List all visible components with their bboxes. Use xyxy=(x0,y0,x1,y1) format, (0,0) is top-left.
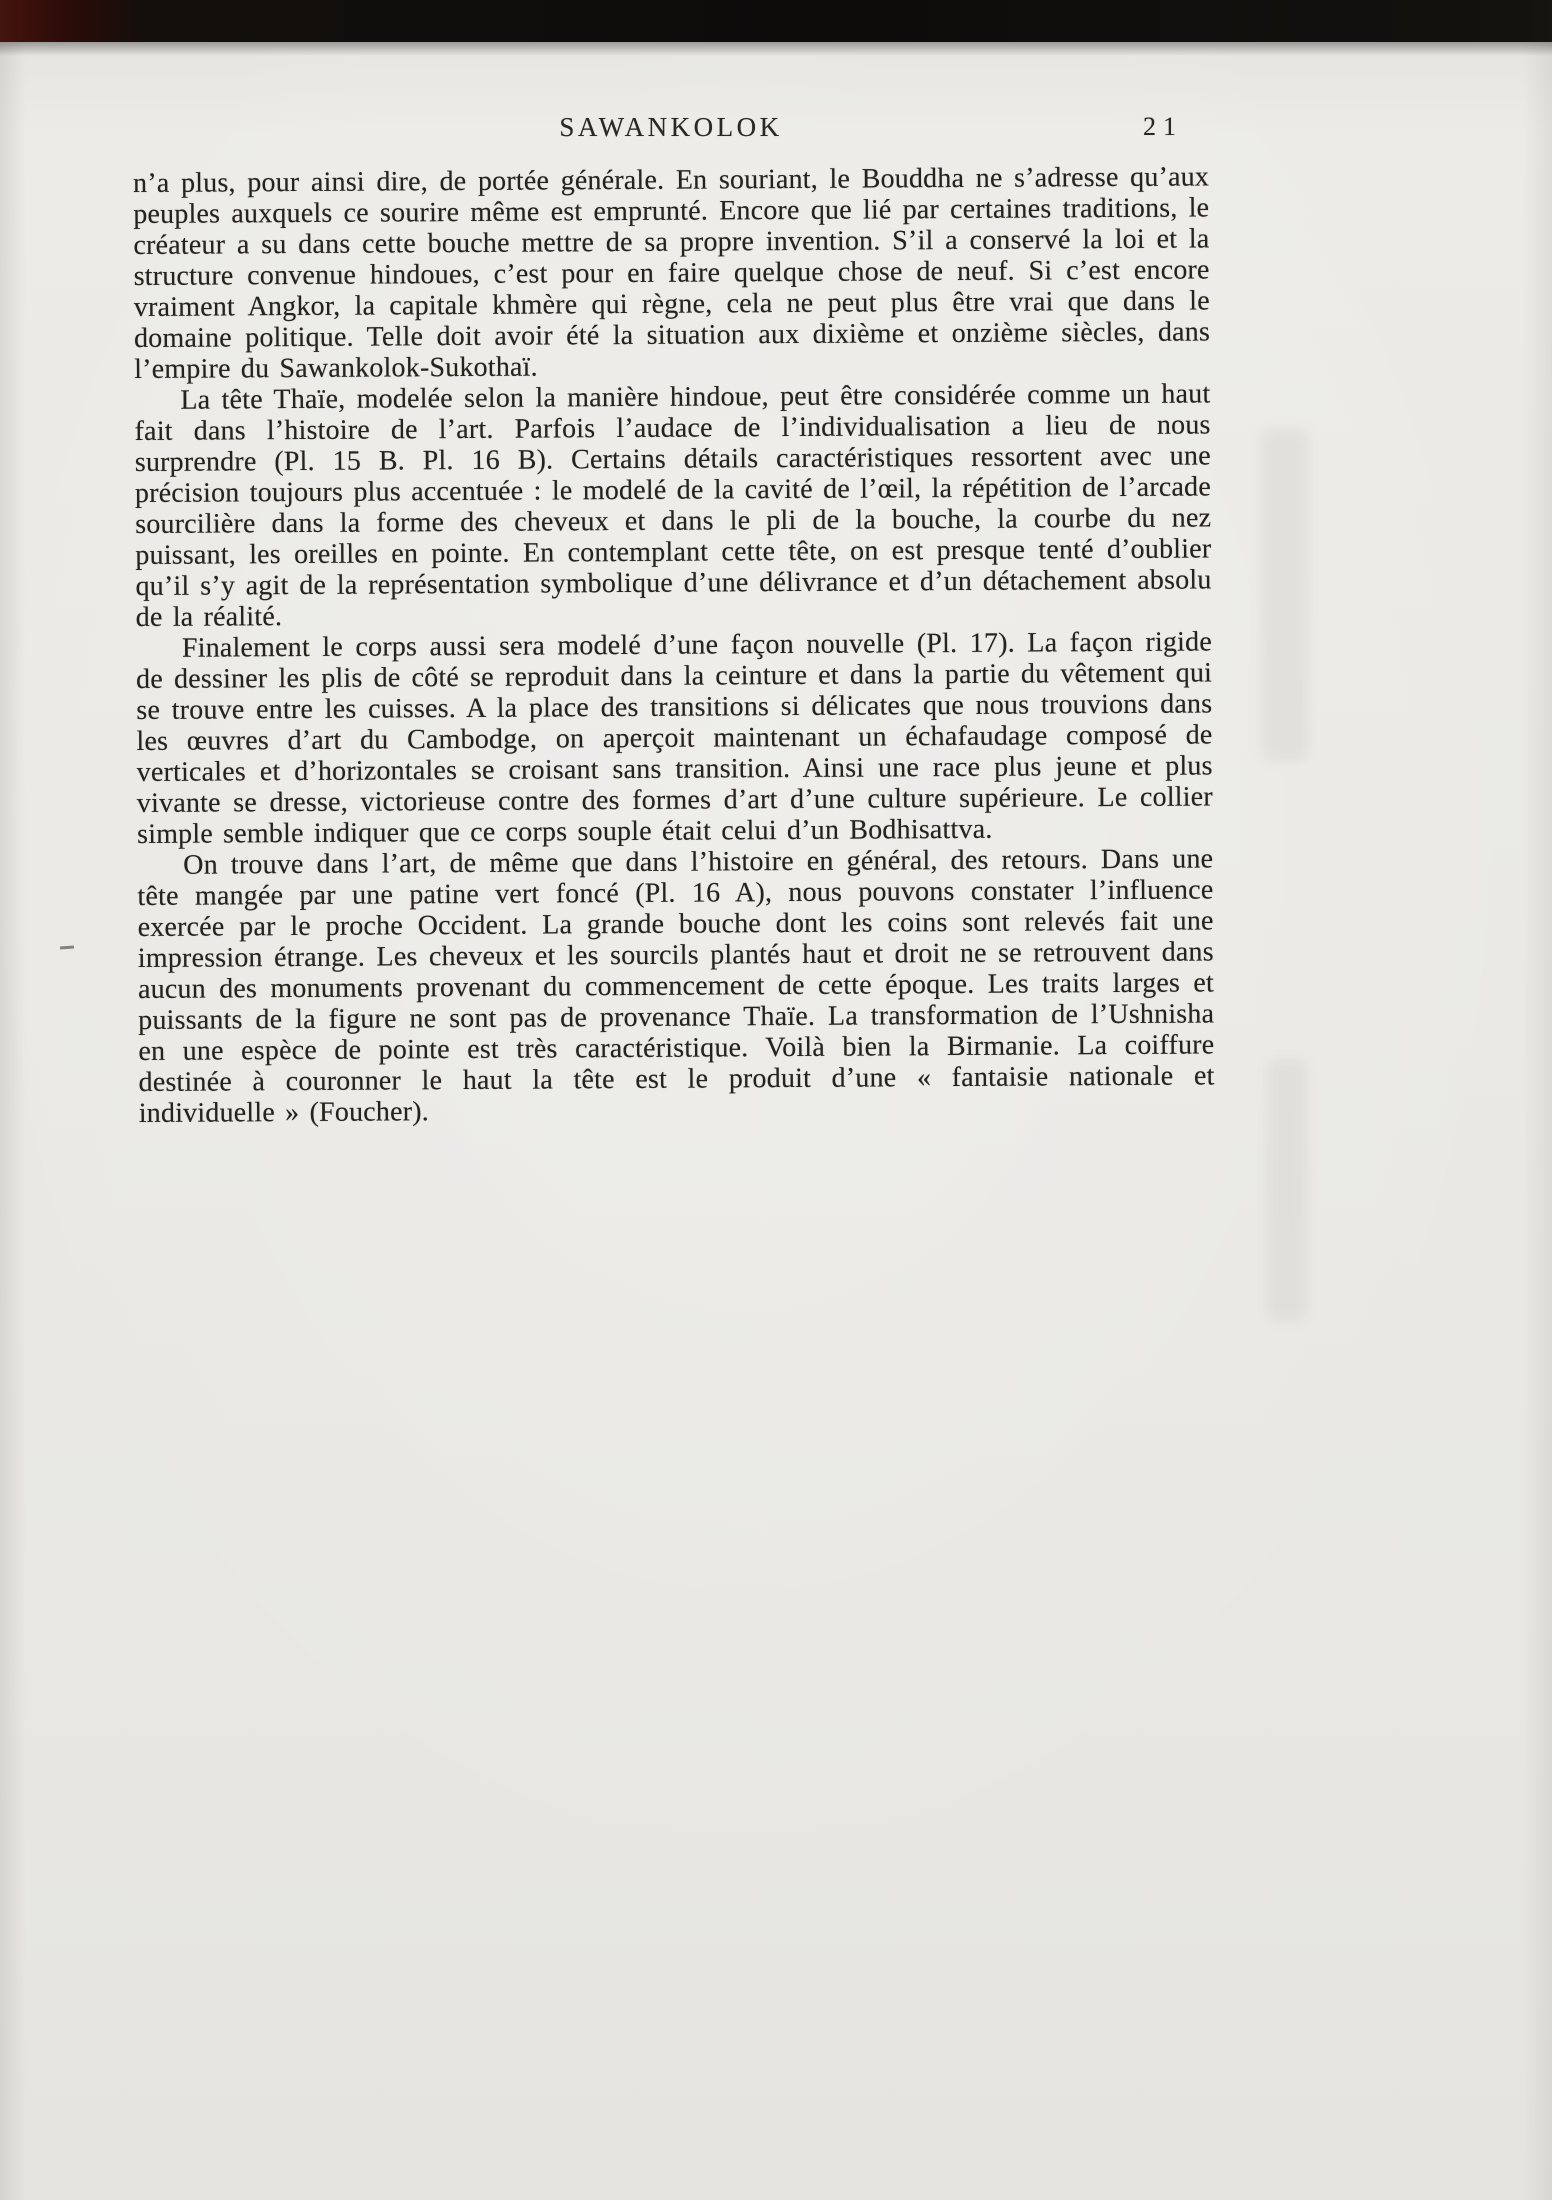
scan-speck xyxy=(60,946,74,950)
paragraph-4: On trouve dans l’art, de même que dans l’histoire en général, des retours. Dans une tête mangée par une patine vert foncé (Pl. 16 A), nous pouvons constater l’influence exercée par le proche Occident. La grande bouche dont les coins sont relevés fait une impression étrange. Les cheveux et les sourcils plantés haut et droit ne se retrouvent dans aucun des monuments provenant du commencement de cette époque. Les traits larges et puissants de la figure ne sont pas de provenance Thaïe. La transformation de l’Ushnisha en une espèce de pointe est très caractéristique. Voilà bien la Birmanie. La coiffure destinée à couronner le haut la tête est le produit d’une « fantaisie nationale et individuelle » (Foucher). xyxy=(137,843,1215,1129)
running-title: SAWANKOLOK xyxy=(559,112,783,142)
show-through-smudge xyxy=(1268,1060,1306,1320)
running-head xyxy=(133,112,1209,143)
page-left-edge-shadow xyxy=(0,0,26,2200)
scan-edge-artifact xyxy=(0,0,1552,42)
text-block xyxy=(133,161,1215,1129)
page-right-edge-shadow xyxy=(1522,0,1552,2200)
scan-edge-fade xyxy=(0,42,1552,56)
show-through-smudge xyxy=(1262,430,1308,760)
page-number: 21 xyxy=(1143,112,1183,141)
paragraph-3: Finalement le corps aussi sera modelé d’une façon nouvelle (Pl. 17). La façon rigide de dessiner les plis de côté se reproduit dans la ceinture et dans la partie du vêtement qui se trouve entre les cuisses. A la place des transitions si délicates que nous trouvions dans les œuvres d’art du Cambodge, on aperçoit maintenant un échafaudage composé de verticales et d’horizontales se croisant sans transition. Ainsi une race plus jeune et plus vivante se dresse, victorieuse contre des formes d’art d’une culture supérieure. Le collier simple semble indiquer que ce corps souple était celui d’un Bodhisattva. xyxy=(136,626,1213,850)
paragraph-2: La tête Thaïe, modelée selon la manière hindoue, peut être considérée comme un haut fait dans l’histoire de l’art. Parfois l’audace de l’individualisation a lieu de nous surprendre (Pl. 15 B. Pl. 16 B). Certains détails caractéristiques ressortent avec une précision toujours plus accentuée : le modelé de la cavité de l’œil, la répétition de l’arcade sourcilière dans la forme des cheveux et dans le pli de la bouche, la courbe du nez puissant, les oreilles en pointe. En contemplant cette tête, on est presque tenté d’oublier qu’il s’y agit de la représentation symbolique d’une délivrance et d’un détachement absolu de la réalité. xyxy=(134,378,1212,633)
paragraph-1: n’a plus, pour ainsi dire, de portée générale. En souriant, le Bouddha ne s’adresse qu’aux peuples auxquels ce sourire même est emprunté. Encore que lié par certaines traditions, le créateur a su dans cette bouche mettre de sa propre invention. S’il a conservé la loi et la structure convenue hindoues, c’est pour en faire quelque chose de neuf. Si c’est encore vraiment Angkor, la capitale khmère qui règne, cela ne peut plus être vrai que dans le domaine politique. Telle doit avoir été la situation aux dixième et onzième siècles, dans l’empire du Sawankolok-Sukothaï. xyxy=(133,161,1211,385)
